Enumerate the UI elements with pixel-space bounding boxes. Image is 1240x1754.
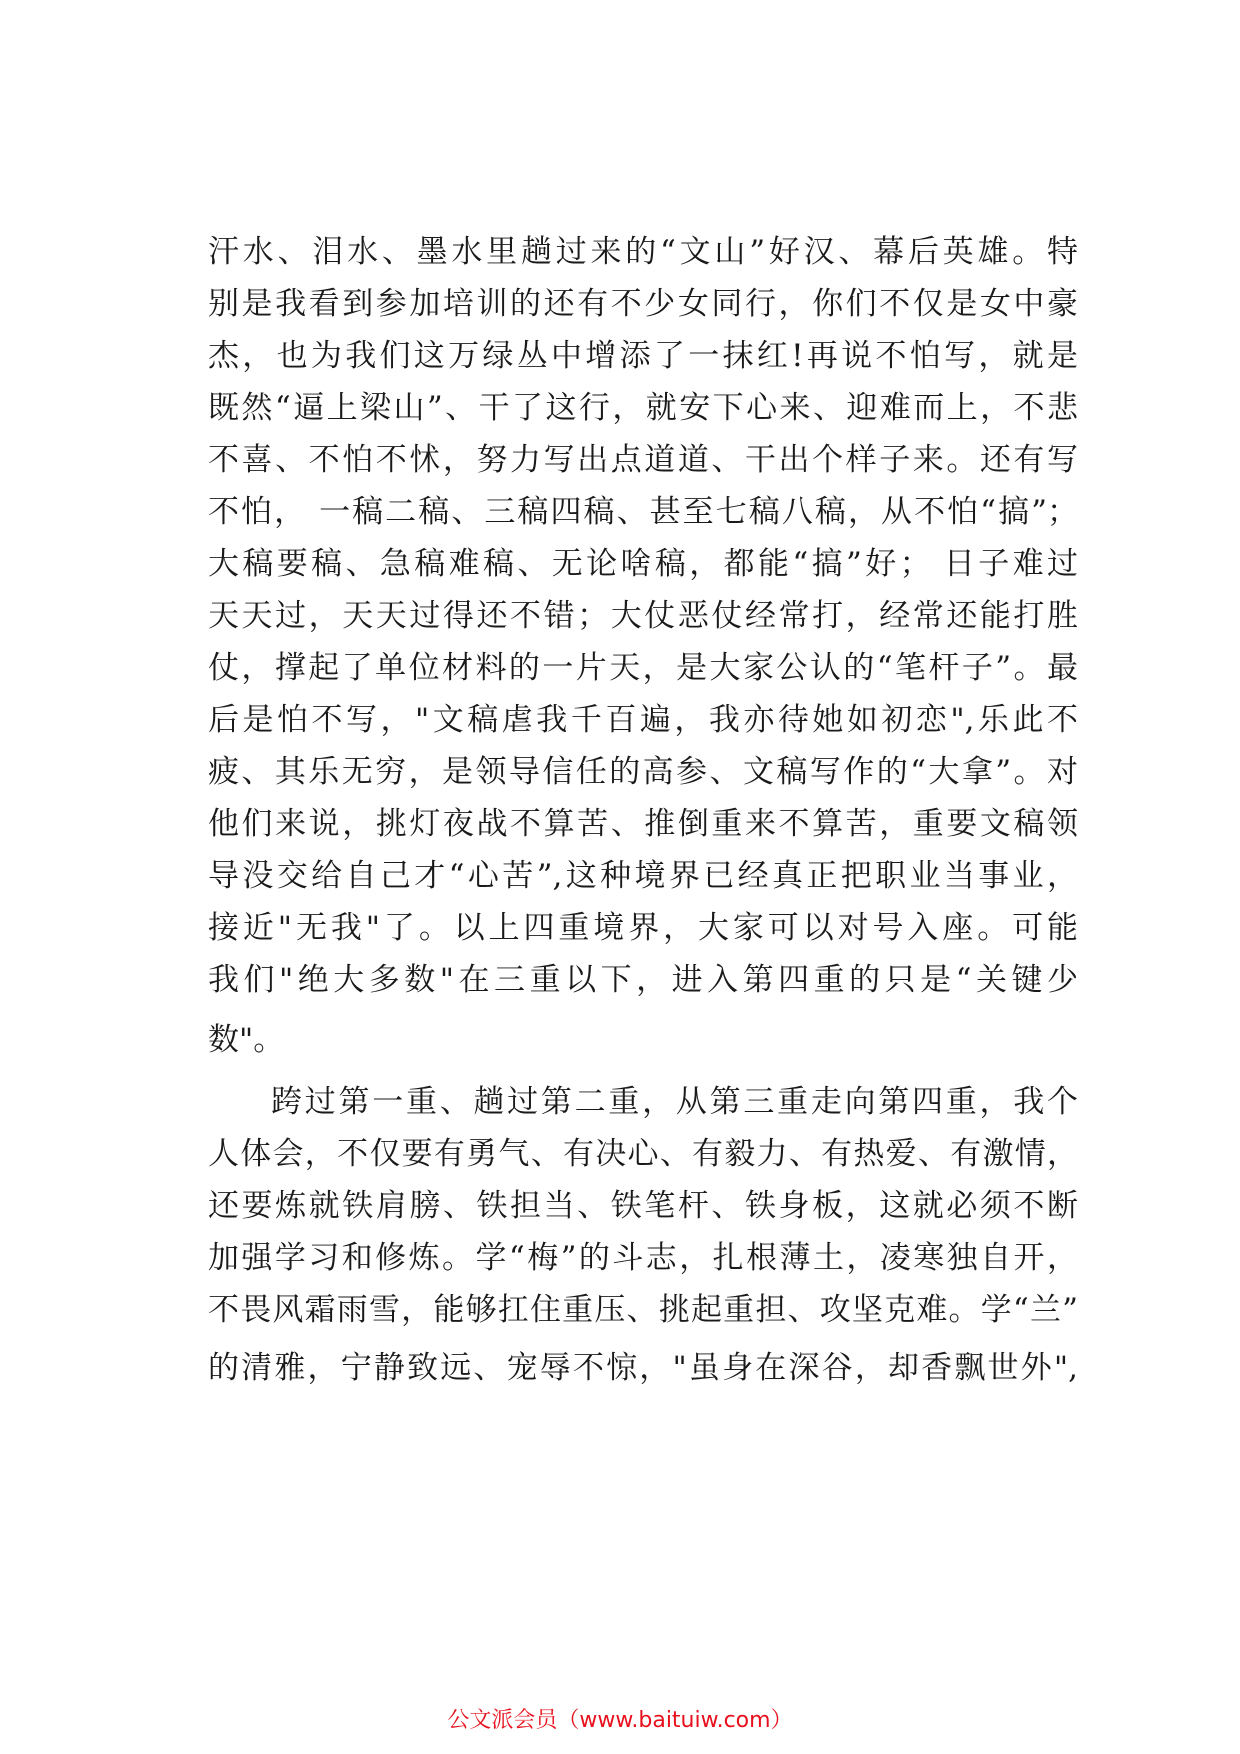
paragraph-1-line: 既然“逼上梁山”、干了这行，就安下心来、迎难而上，不悲 bbox=[208, 390, 1078, 426]
paragraph-1-line: 接近"无我"了。以上四重境界，大家可以对号入座。可能 bbox=[208, 910, 1078, 946]
paragraph-2-line: 人体会，不仅要有勇气、有决心、有毅力、有热爱、有激情， bbox=[208, 1136, 1078, 1172]
footer-member-link[interactable]: 公文派会员（www.baituiw.com） bbox=[447, 1708, 793, 1733]
paragraph-1-line: 仗，撑起了单位材料的一片天，是大家公认的“笔杆子”。最 bbox=[208, 650, 1078, 686]
paragraph-2-line: 还要炼就铁肩膀、铁担当、铁笔杆、铁身板，这就必须不断 bbox=[208, 1188, 1078, 1224]
paragraph-1-line: 天天过，天天过得还不错；大仗恶仗经常打，经常还能打胜 bbox=[208, 598, 1078, 634]
paragraph-1-line: 杰，也为我们这万绿丛中增添了一抹红!再说不怕写，就是 bbox=[208, 338, 1078, 374]
paragraph-1-line: 导没交给自己才“心苦”,这种境界已经真正把职业当事业， bbox=[208, 858, 1078, 894]
paragraph-1-line: 别是我看到参加培训的还有不少女同行，你们不仅是女中豪 bbox=[208, 286, 1078, 322]
paragraph-1-line: 数"。 bbox=[208, 1022, 285, 1058]
paragraph-1-line: 汗水、泪水、墨水里趟过来的“文山”好汉、幕后英雄。特 bbox=[208, 234, 1078, 270]
paragraph-1-line: 我们"绝大多数"在三重以下，进入第四重的只是“关键少 bbox=[208, 962, 1078, 998]
paragraph-1-line: 他们来说，挑灯夜战不算苦、推倒重来不算苦，重要文稿领 bbox=[208, 806, 1078, 842]
paragraph-2-line: 跨过第一重、趟过第二重，从第三重走向第四重，我个 bbox=[271, 1084, 1078, 1120]
paragraph-1-line: 不怕， 一稿二稿、三稿四稿、甚至七稿八稿，从不怕“搞”； bbox=[208, 494, 1078, 530]
paragraph-1-line: 后是怕不写，"文稿虐我千百遍，我亦待她如初恋",乐此不 bbox=[208, 702, 1078, 738]
paragraph-2-line: 的清雅，宁静致远、宠辱不惊，"虽身在深谷，却香飘世外", bbox=[208, 1350, 1078, 1386]
paragraph-2-line: 不畏风霜雨雪，能够扛住重压、挑起重担、攻坚克难。学“兰” bbox=[208, 1292, 1078, 1328]
paragraph-2-line: 加强学习和修炼。学“梅”的斗志，扎根薄土，凌寒独自开， bbox=[208, 1240, 1078, 1276]
paragraph-1-line: 不喜、不怕不怵，努力写出点道道、干出个样子来。还有写 bbox=[208, 442, 1078, 478]
paragraph-1-line: 大稿要稿、急稿难稿、无论啥稿，都能“搞”好； 日子难过 bbox=[208, 546, 1078, 582]
paragraph-1-line: 疲、其乐无穷，是领导信任的高参、文稿写作的“大拿”。对 bbox=[208, 754, 1078, 790]
